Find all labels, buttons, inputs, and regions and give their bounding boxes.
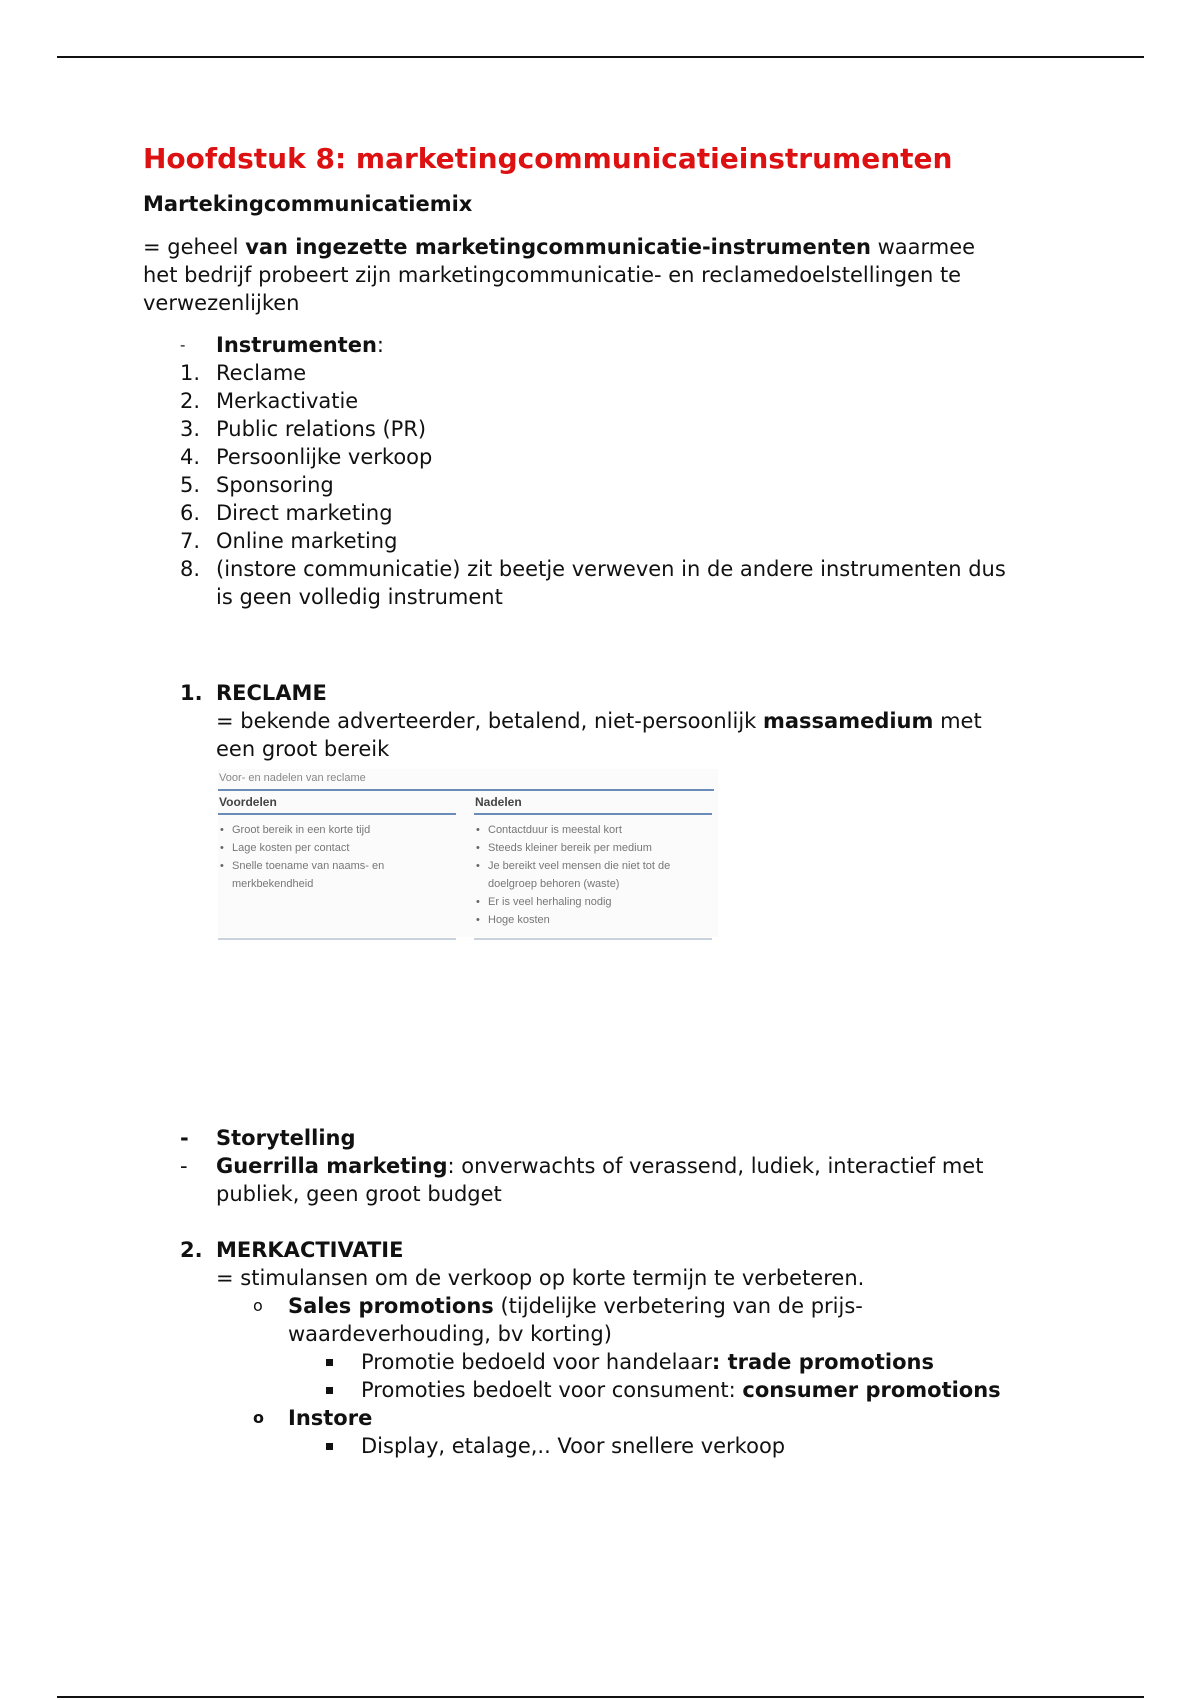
figure-column-nadelen xyxy=(474,793,712,929)
reclame-figure xyxy=(218,769,718,937)
sales-promotions-item xyxy=(143,1292,1063,1348)
list-item-text: Online marketing xyxy=(216,529,398,553)
figure-list xyxy=(474,821,712,929)
list-item xyxy=(143,359,1063,387)
list-number: 4. xyxy=(180,445,201,469)
list-item-text: (instore communicatie) zit beetje verweven in de andere instrumenten dus xyxy=(216,557,1006,581)
list-number: 7. xyxy=(180,529,201,553)
reclame-section xyxy=(143,679,1063,763)
instruments-heading-row xyxy=(143,331,1063,359)
instore-subitem xyxy=(143,1432,1063,1460)
figure-bottom-rule xyxy=(218,938,456,940)
sales-promotions-label: Sales promotions xyxy=(288,1294,494,1318)
list-number: 2. xyxy=(180,389,201,413)
list-item xyxy=(143,527,1063,555)
consumer-promotions-item xyxy=(143,1376,1063,1404)
figure-column-voordelen xyxy=(218,793,456,893)
list-item xyxy=(143,555,1063,611)
footer-rule xyxy=(57,1696,1144,1698)
list-item-text: Sponsoring xyxy=(216,473,334,497)
definition-suffix: waarmee xyxy=(870,235,976,259)
trade-bold: : trade promotions xyxy=(711,1350,934,1374)
merkactivatie-definition: = stimulansen om de verkoop op korte termijn te verbeteren. xyxy=(216,1266,865,1290)
list-number: 3. xyxy=(180,417,201,441)
list-item-text: Reclame xyxy=(216,361,307,385)
figure-list-item: • Contactduur is meestal kort xyxy=(474,821,712,839)
figure-list-item: • Lage kosten per contact xyxy=(218,839,456,857)
figure-bottom-rule xyxy=(474,938,712,940)
definition-paragraph xyxy=(143,233,1063,317)
section-subtitle: Martekingcommunicatiemix xyxy=(143,192,473,216)
figure-list-item: • Snelle toename van naams- en merkbekendheid xyxy=(218,857,456,893)
circle-marker: o xyxy=(253,1408,264,1427)
dash-marker: - xyxy=(180,1154,188,1178)
figure-list-item: • Je bereikt veel mensen die niet tot de doelgroep behoren (waste) xyxy=(474,857,712,893)
header-rule xyxy=(57,56,1144,58)
figure-col-header: Nadelen xyxy=(475,795,522,809)
consumer-text: Promoties bedoelt voor consument: xyxy=(361,1378,743,1402)
figure-list-item: • Groot bereik in een korte tijd xyxy=(218,821,456,839)
page-title: Hoofdstuk 8: marketingcommunicatieinstrumenten xyxy=(143,142,953,175)
dash-marker: - xyxy=(180,336,186,354)
guerrilla-item xyxy=(143,1152,1063,1208)
list-item xyxy=(143,471,1063,499)
figure-col-header: Voordelen xyxy=(219,795,277,809)
guerrilla-text-line2: publiek, geen groot budget xyxy=(216,1182,502,1206)
definition-prefix: = geheel xyxy=(143,235,246,259)
list-number: 6. xyxy=(180,501,201,525)
list-item-text: Public relations (PR) xyxy=(216,417,427,441)
list-item xyxy=(143,415,1063,443)
reclame-def-prefix: = bekende adverteerder, betalend, niet-persoonlijk xyxy=(216,709,763,733)
list-item-text: Persoonlijke verkoop xyxy=(216,445,433,469)
list-item-text: Direct marketing xyxy=(216,501,393,525)
sales-promotions-line2: waardeverhouding, bv korting) xyxy=(288,1322,612,1346)
dash-marker: - xyxy=(180,1126,189,1150)
trade-promotions-item xyxy=(143,1348,1063,1376)
consumer-bold: consumer promotions xyxy=(742,1378,1001,1402)
reclame-def-suffix: met xyxy=(933,709,982,733)
guerrilla-text: : onverwachts of verassend, ludiek, interactief met xyxy=(447,1154,984,1178)
definition-line2: het bedrijf probeert zijn marketingcommunicatie- en reclamedoelstellingen te xyxy=(143,263,962,287)
list-number: 1. xyxy=(180,361,201,385)
section-number: 2. xyxy=(180,1238,203,1262)
instore-item xyxy=(143,1404,1063,1432)
figure-list-item: • Hoge kosten xyxy=(474,911,712,929)
square-bullet-icon xyxy=(326,1432,333,1460)
instore-label: Instore xyxy=(288,1406,373,1430)
section-number: 1. xyxy=(180,681,203,705)
guerrilla-label: Guerrilla marketing xyxy=(216,1154,448,1178)
instruments-colon: : xyxy=(376,333,384,357)
list-number: 8. xyxy=(180,557,201,581)
list-item-text: Merkactivatie xyxy=(216,389,359,413)
list-item xyxy=(143,499,1063,527)
figure-caption: Voor- en nadelen van reclame xyxy=(219,772,366,784)
document-body xyxy=(143,140,1063,1460)
circle-marker: o xyxy=(253,1296,263,1315)
list-number: 5. xyxy=(180,473,201,497)
storytelling-label: Storytelling xyxy=(216,1126,356,1150)
instruments-list xyxy=(143,359,1063,611)
definition-bold: van ingezette marketingcommunicatie-instrumenten xyxy=(245,235,871,259)
list-item xyxy=(143,387,1063,415)
figure-list xyxy=(218,821,456,893)
instore-item-text: Display, etalage,.. Voor snellere verkoop xyxy=(361,1434,786,1458)
reclame-def-bold: massamedium xyxy=(762,709,934,733)
merkactivatie-section xyxy=(143,1236,1063,1292)
instruments-heading: Instrumenten xyxy=(216,333,377,357)
reclame-heading: RECLAME xyxy=(216,681,327,705)
list-item xyxy=(143,443,1063,471)
figure-header-rule xyxy=(474,813,712,815)
list-item-text-cont: is geen volledig instrument xyxy=(216,585,503,609)
sales-promotions-text: (tijdelijke verbetering van de prijs- xyxy=(493,1294,863,1318)
figure-top-rule xyxy=(218,789,714,791)
figure-header-rule xyxy=(218,813,456,815)
trade-text: Promotie bedoeld voor handelaar xyxy=(361,1350,712,1374)
square-bullet-icon xyxy=(326,1376,333,1404)
merkactivatie-heading: MERKACTIVATIE xyxy=(216,1238,404,1262)
figure-list-item: • Steeds kleiner bereik per medium xyxy=(474,839,712,857)
figure-list-item: • Er is veel herhaling nodig xyxy=(474,893,712,911)
definition-line3: verwezenlijken xyxy=(143,291,300,315)
reclame-def-line2: een groot bereik xyxy=(216,737,390,761)
square-bullet-icon xyxy=(326,1348,333,1376)
storytelling-item xyxy=(143,1124,1063,1152)
